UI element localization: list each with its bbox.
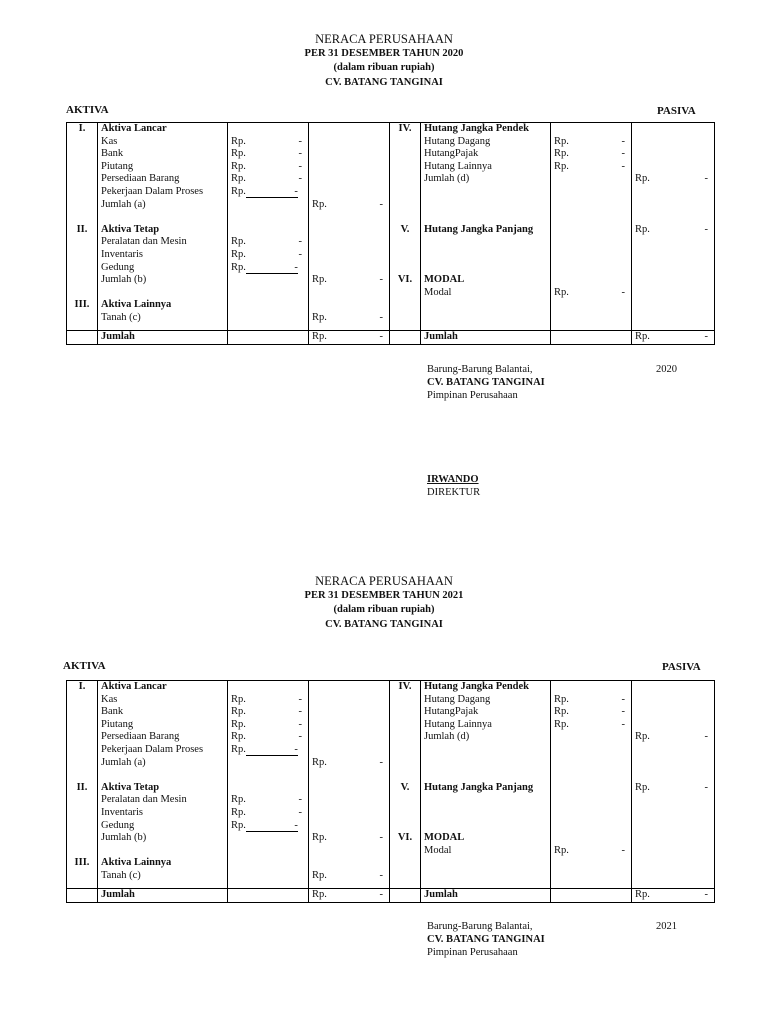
total-row: Jumlah Rp. - Jumlah Rp. - [67, 889, 715, 903]
section-number: III. [67, 857, 98, 870]
balance-sheet-2020 [66, 122, 715, 345]
signature-year: 2021 [656, 921, 677, 932]
table-row: Piutang Rp. - Hutang Lainnya Rp. - [67, 719, 715, 732]
subtotal-label: Jumlah (d) [421, 173, 551, 186]
list-item: Pekerjaan Dalam Proses [98, 744, 228, 757]
table-row [67, 299, 715, 312]
subtotal-label: Jumlah (b) [98, 274, 228, 287]
list-item: HutangPajak [421, 148, 551, 161]
report-unit: (dalam ribuan rupiah) [333, 604, 435, 615]
table-row: Jumlah (a) Rp. - [67, 199, 715, 212]
table-row: Persediaan Barang Rp. - Jumlah (d) Rp. - [67, 731, 715, 744]
section-title: Aktiva Lainnya [98, 299, 228, 312]
list-item: Bank [98, 148, 228, 161]
section-title: Aktiva Lainnya [98, 857, 228, 870]
pasiva-label: PASIVA [662, 661, 701, 673]
table-row [67, 681, 715, 694]
report-period: PER 31 DESEMBER TAHUN 2020 [304, 47, 464, 59]
list-item: Piutang [98, 161, 228, 174]
section-number: II. [67, 224, 98, 237]
signature-place: Barung-Barung Balantai, [427, 364, 533, 375]
list-item: Inventaris [98, 249, 228, 262]
section-number: V. [390, 224, 421, 237]
table-row: Jumlah (a) Rp. - [67, 757, 715, 770]
table-row: Kas Rp. - Hutang Dagang Rp. - [67, 136, 715, 149]
table-row: Gedung Rp. - [67, 820, 715, 833]
section-title: Hutang Jangka Pendek [421, 681, 551, 694]
table-row: Jumlah (b) Rp. - VI. MODAL [67, 832, 715, 845]
section-number: II. [67, 782, 98, 795]
table-row: Persediaan Barang Rp. - Jumlah (d) Rp. - [67, 173, 715, 186]
list-item: Persediaan Barang [98, 173, 228, 186]
table-row: Peralatan dan Mesin Rp. - [67, 794, 715, 807]
subtotal-label: Jumlah (b) [98, 832, 228, 845]
table-row: Modal Rp. - [67, 845, 715, 858]
table-row: II. Aktiva Tetap V. Hutang Jangka Panjang Rp. - [67, 224, 715, 237]
table-row: Bank Rp. - HutangPajak Rp. - [67, 148, 715, 161]
aktiva-label: AKTIVA [63, 660, 106, 672]
total-label: Jumlah [98, 331, 228, 345]
list-item: Piutang [98, 719, 228, 732]
section-title: Hutang Jangka Panjang [421, 782, 551, 795]
section-title: MODAL [421, 832, 551, 845]
table-row: Modal Rp. - [67, 287, 715, 300]
signature-block-2020 [427, 364, 545, 402]
report-title: NERACA PERUSAHAAN [315, 574, 453, 588]
report-header-2021 [0, 574, 768, 632]
director-title: DIREKTUR [427, 486, 481, 498]
signature-position: Pimpinan Perusahaan [427, 389, 518, 401]
section-title: Aktiva Tetap [98, 224, 228, 237]
list-item: Hutang Dagang [421, 694, 551, 707]
table-row: Pekerjaan Dalam Proses Rp. - [67, 744, 715, 757]
signature-year: 2020 [656, 364, 677, 375]
table-row: Kas Rp. - Hutang Dagang Rp. - [67, 694, 715, 707]
section-number: VI. [390, 832, 421, 845]
subtotal-label: Tanah (c) [98, 312, 228, 325]
signature-position: Pimpinan Perusahaan [427, 946, 518, 958]
subtotal-label: Jumlah (d) [421, 731, 551, 744]
table-row: Tanah (c) Rp. - [67, 870, 715, 883]
total-label: Jumlah [98, 889, 228, 903]
table-row: Piutang Rp. - Hutang Lainnya Rp. - [67, 161, 715, 174]
table-row: Inventaris Rp. - [67, 249, 715, 262]
table-row: Gedung Rp. - [67, 262, 715, 275]
director-name: IRWANDO [427, 474, 479, 485]
list-item: Inventaris [98, 807, 228, 820]
list-item: Modal [421, 845, 551, 858]
signature-place: Barung-Barung Balantai, [427, 921, 533, 932]
table-row: Pekerjaan Dalam Proses Rp. - [67, 186, 715, 199]
total-label: Jumlah [421, 889, 551, 903]
subtotal-label: Jumlah (a) [98, 199, 228, 212]
list-item: Kas [98, 136, 228, 149]
section-title: Aktiva Lancar [98, 681, 228, 694]
signature-block-2021 [427, 921, 545, 959]
section-title: MODAL [421, 274, 551, 287]
section-number: V. [390, 782, 421, 795]
table-row: Bank Rp. - HutangPajak Rp. - [67, 706, 715, 719]
section-number: IV. [390, 681, 421, 694]
section-title: Hutang Jangka Pendek [421, 123, 551, 136]
table-row [67, 123, 715, 136]
subtotal-label: Jumlah (a) [98, 757, 228, 770]
table-row: Inventaris Rp. - [67, 807, 715, 820]
balance-sheet-2021 [66, 680, 715, 903]
list-item: Hutang Lainnya [421, 161, 551, 174]
table-row: Jumlah (b) Rp. - VI. MODAL [67, 274, 715, 287]
subtotal-label: Tanah (c) [98, 870, 228, 883]
list-item: Bank [98, 706, 228, 719]
section-title: Aktiva Tetap [98, 782, 228, 795]
section-title: Aktiva Lancar [98, 123, 228, 136]
report-title: NERACA PERUSAHAAN [315, 32, 453, 46]
table-row: Peralatan dan Mesin Rp. - [67, 236, 715, 249]
list-item: Pekerjaan Dalam Proses [98, 186, 228, 199]
report-company: CV. BATANG TANGINAI [325, 618, 443, 630]
total-row: Jumlah Rp. - Jumlah Rp. - [67, 331, 715, 345]
report-period: PER 31 DESEMBER TAHUN 2021 [304, 589, 464, 601]
list-item: Peralatan dan Mesin [98, 236, 228, 249]
section-number: IV. [390, 123, 421, 136]
section-number: VI. [390, 274, 421, 287]
section-number: III. [67, 299, 98, 312]
section-number: I. [67, 123, 98, 136]
list-item: Hutang Dagang [421, 136, 551, 149]
table-row: Tanah (c) Rp. - [67, 312, 715, 325]
director-block [427, 474, 480, 500]
report-header-2020 [0, 32, 768, 90]
aktiva-label: AKTIVA [66, 104, 109, 116]
pasiva-label: PASIVA [657, 105, 696, 117]
report-unit: (dalam ribuan rupiah) [333, 62, 435, 73]
section-title: Hutang Jangka Panjang [421, 224, 551, 237]
table-row [67, 857, 715, 870]
report-company: CV. BATANG TANGINAI [325, 76, 443, 88]
list-item: Persediaan Barang [98, 731, 228, 744]
table-row: II. Aktiva Tetap V. Hutang Jangka Panjang Rp. - [67, 782, 715, 795]
signature-company: CV. BATANG TANGINAI [427, 376, 545, 388]
list-item: Gedung [98, 262, 228, 275]
list-item: Modal [421, 287, 551, 300]
list-item: Gedung [98, 820, 228, 833]
signature-company: CV. BATANG TANGINAI [427, 933, 545, 945]
list-item: Kas [98, 694, 228, 707]
list-item: Peralatan dan Mesin [98, 794, 228, 807]
list-item: Hutang Lainnya [421, 719, 551, 732]
total-label: Jumlah [421, 331, 551, 345]
list-item: HutangPajak [421, 706, 551, 719]
section-number: I. [67, 681, 98, 694]
